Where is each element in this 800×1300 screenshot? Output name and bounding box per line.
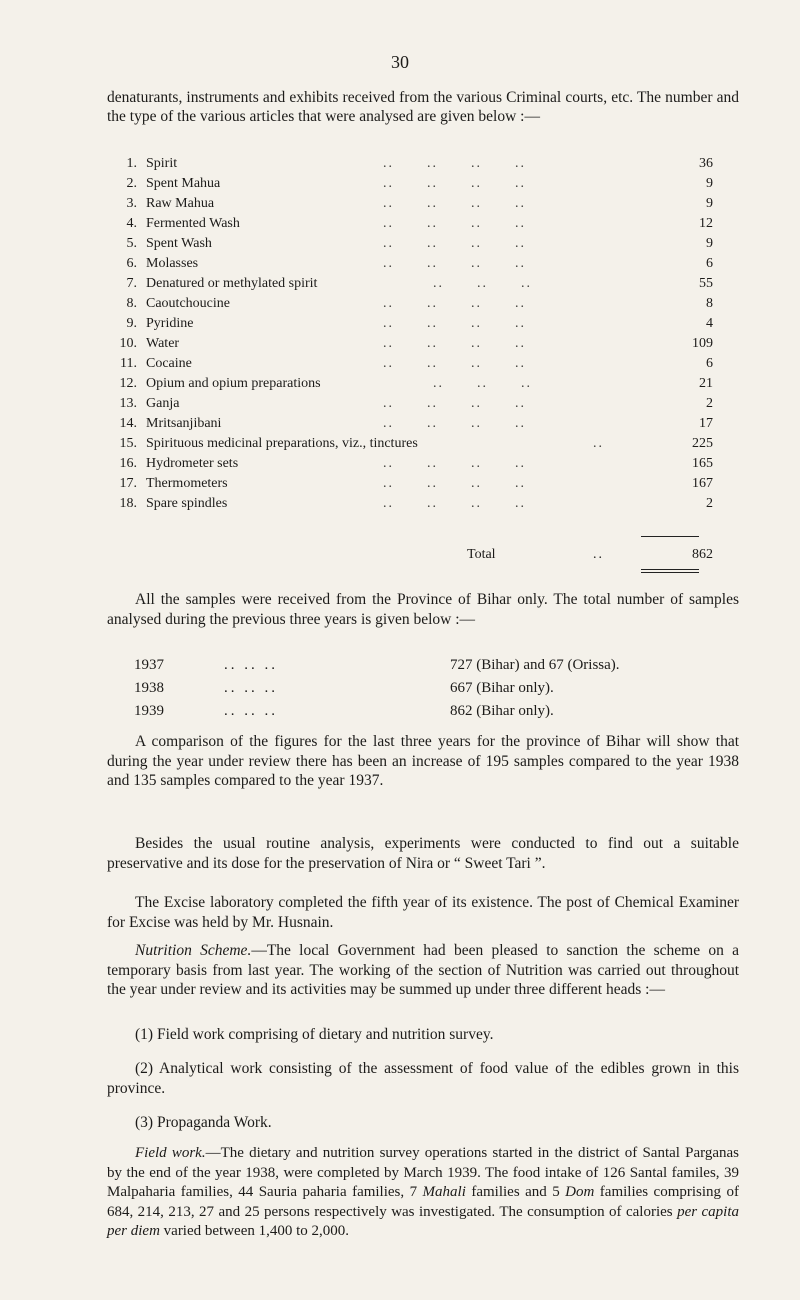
leader-dots: .. .. ..	[433, 276, 532, 291]
list-item	[113, 414, 713, 434]
list-item	[113, 214, 713, 234]
item-name: Fermented Wash	[146, 216, 240, 231]
dom-term: Dom	[565, 1184, 595, 1201]
item-number: 7.	[126, 276, 137, 291]
leader-dots: .. .. .. ..	[383, 496, 526, 511]
year-text: 667 (Bihar only).	[450, 680, 554, 696]
leader-dots: .. .. .. ..	[383, 176, 526, 191]
page-number: 30	[391, 52, 409, 72]
list-item	[113, 394, 713, 414]
leader-dots: .. .. .. ..	[383, 336, 526, 351]
articles-list	[113, 154, 713, 514]
list-item	[113, 454, 713, 474]
item-name: Denatured or methylated spirit	[146, 276, 318, 291]
item-number: 2.	[126, 176, 137, 191]
nutrition-heading: Nutrition Scheme.	[135, 942, 252, 959]
list-item	[113, 334, 713, 354]
head-item: (3) Propaganda Work.	[135, 1114, 272, 1131]
leader-dots: .. .. .. ..	[383, 356, 526, 371]
leader-dots: .. .. .. ..	[383, 316, 526, 331]
item-number: 10.	[119, 336, 137, 351]
leader-dots: .. .. ..	[224, 657, 278, 673]
list-item	[134, 677, 694, 700]
item-name: Caoutchoucine	[146, 296, 230, 311]
item-number: 11.	[120, 356, 137, 371]
total-rule-top	[641, 536, 699, 537]
field-work-paragraph	[107, 1144, 739, 1242]
list-item	[113, 234, 713, 254]
item-value: 9	[706, 176, 713, 191]
list-item	[113, 154, 713, 174]
list-item	[113, 374, 713, 394]
nutrition-text: —The local Government had been pleased to sanction the scheme on a temporary basis from last year. The working of the section of Nutrition was carried out throughout the year under review and its activities may be summed up under three different heads :—	[107, 942, 739, 999]
item-number: 17.	[119, 476, 137, 491]
list-item	[113, 314, 713, 334]
item-value: 55	[699, 276, 713, 291]
item-name: Spirituous medicinal preparations, viz., tinctures	[146, 436, 418, 451]
head-item: (1) Field work comprising of dietary and nutrition survey.	[135, 1026, 494, 1043]
item-name: Thermometers	[146, 476, 228, 491]
item-name: Ganja	[146, 396, 180, 411]
item-value: 8	[706, 296, 713, 311]
item-value: 165	[692, 456, 713, 471]
year-label: 1937	[134, 657, 164, 673]
field-text-3: families comprising of 684, 214, 213, 27 and 25 persons respectively was investigated. The consumption of calories	[107, 1184, 739, 1220]
list-item	[113, 294, 713, 314]
total-rule-bottom	[641, 569, 699, 570]
item-number: 15.	[119, 436, 137, 451]
field-text-1: —The dietary and nutrition survey operations started in the district of Santal Parganas by the end of the year 1938, were completed by March 1939. The food intake of 126 Santal familes, 39 Malpaharia families, 44 Sauria paharia families, 7	[107, 1145, 740, 1201]
item-value: 109	[692, 336, 713, 351]
item-number: 8.	[126, 296, 137, 311]
item-number: 14.	[119, 416, 137, 431]
item-number: 9.	[126, 316, 137, 331]
head-item: (2) Analytical work consisting of the assessment of food value of the edibles grown in this province.	[107, 1060, 739, 1097]
leader-dots: .. .. .. ..	[383, 256, 526, 271]
item-value: 36	[699, 156, 713, 171]
item-number: 1.	[126, 156, 137, 171]
list-item	[134, 654, 694, 677]
field-text-2: families and 5	[465, 1184, 566, 1201]
item-value: 2	[706, 396, 713, 411]
comparison-paragraph: A comparison of the figures for the last three years for the province of Bihar will show that during the year under review there has been an increase of 195 samples compared to the year 1938 and 135 samples compared to the year 1937.	[107, 733, 739, 790]
list-item	[113, 174, 713, 194]
item-name: Raw Mahua	[146, 196, 215, 211]
item-value: 21	[699, 376, 713, 391]
year-label: 1939	[134, 703, 164, 719]
leader-dots: .. .. .. ..	[383, 296, 526, 311]
item-value: 167	[692, 476, 713, 491]
list-item	[134, 700, 694, 723]
leader-dots: .. .. .. ..	[383, 476, 526, 491]
list-item	[113, 434, 713, 454]
leader-dots: .. .. .. ..	[383, 396, 526, 411]
years-list	[134, 654, 694, 723]
item-value: 2	[706, 496, 713, 511]
total-value: 862	[692, 547, 713, 562]
leader-dots: ..	[593, 436, 604, 451]
leader-dots: .. .. .. ..	[383, 156, 526, 171]
laboratory-paragraph: The Excise laboratory completed the fifth year of its existence. The post of Chemical Examiner for Excise was held by Mr. Husnain.	[107, 894, 739, 931]
item-name: Cocaine	[146, 356, 192, 371]
total-label: Total	[467, 547, 496, 562]
item-number: 16.	[119, 456, 137, 471]
item-name: Water	[146, 336, 180, 351]
list-item	[113, 354, 713, 374]
item-name: Mritsanjibani	[146, 416, 222, 431]
leader-dots: .. .. ..	[433, 376, 532, 391]
field-text-4: varied between 1,400 to 2,000.	[159, 1223, 350, 1240]
year-label: 1938	[134, 680, 164, 696]
leader-dots: .. .. ..	[224, 703, 278, 719]
list-item	[113, 254, 713, 274]
item-value: 225	[692, 436, 713, 451]
item-number: 4.	[126, 216, 137, 231]
item-name: Spent Wash	[146, 236, 212, 251]
item-name: Spent Mahua	[146, 176, 221, 191]
list-item	[113, 494, 713, 514]
leader-dots: ..	[593, 547, 604, 562]
intro-paragraph: denaturants, instruments and exhibits received from the various Criminal courts, etc. The number and the type of the various articles that were analysed are given below :—	[107, 89, 739, 125]
leader-dots: .. .. .. ..	[383, 236, 526, 251]
leader-dots: .. .. ..	[224, 680, 278, 696]
list-item	[113, 474, 713, 494]
samples-paragraph: All the samples were received from the Province of Bihar only. The total number of samples analysed during the previous three years is given below :—	[107, 591, 739, 628]
leader-dots: .. .. .. ..	[383, 416, 526, 431]
item-number: 3.	[126, 196, 137, 211]
item-value: 12	[699, 216, 713, 231]
item-number: 18.	[119, 496, 137, 511]
item-number: 5.	[126, 236, 137, 251]
item-number: 13.	[119, 396, 137, 411]
item-name: Spirit	[146, 156, 178, 171]
item-name: Hydrometer sets	[146, 456, 239, 471]
item-name: Spare spindles	[146, 496, 228, 511]
mahali-term: Mahali	[422, 1184, 466, 1201]
leader-dots: .. .. .. ..	[383, 196, 526, 211]
list-item	[113, 274, 713, 294]
nutrition-paragraph	[107, 941, 739, 1000]
item-value: 9	[706, 236, 713, 251]
year-text: 862 (Bihar only).	[450, 703, 554, 719]
list-item	[113, 194, 713, 214]
field-work-heading: Field work.	[135, 1145, 206, 1161]
item-value: 6	[706, 256, 713, 271]
item-name: Molasses	[146, 256, 199, 271]
item-number: 12.	[119, 376, 137, 391]
leader-dots: .. .. .. ..	[383, 456, 526, 471]
leader-dots: .. .. .. ..	[383, 216, 526, 231]
total-rule-bottom-double	[641, 572, 699, 573]
item-value: 9	[706, 196, 713, 211]
item-value: 4	[706, 316, 713, 331]
total-row	[113, 547, 713, 569]
item-value: 17	[699, 416, 713, 431]
routine-paragraph: Besides the usual routine analysis, experiments were conducted to find out a suitable preservative and its dose for the preservation of Nira or “ Sweet Tari ”.	[107, 835, 739, 872]
item-number: 6.	[126, 256, 137, 271]
year-text: 727 (Bihar) and 67 (Orissa).	[450, 657, 620, 673]
item-value: 6	[706, 356, 713, 371]
item-name: Opium and opium preparations	[146, 376, 321, 391]
per-capita-term: per capita per diem	[107, 1203, 739, 1240]
item-name: Pyridine	[146, 316, 194, 331]
